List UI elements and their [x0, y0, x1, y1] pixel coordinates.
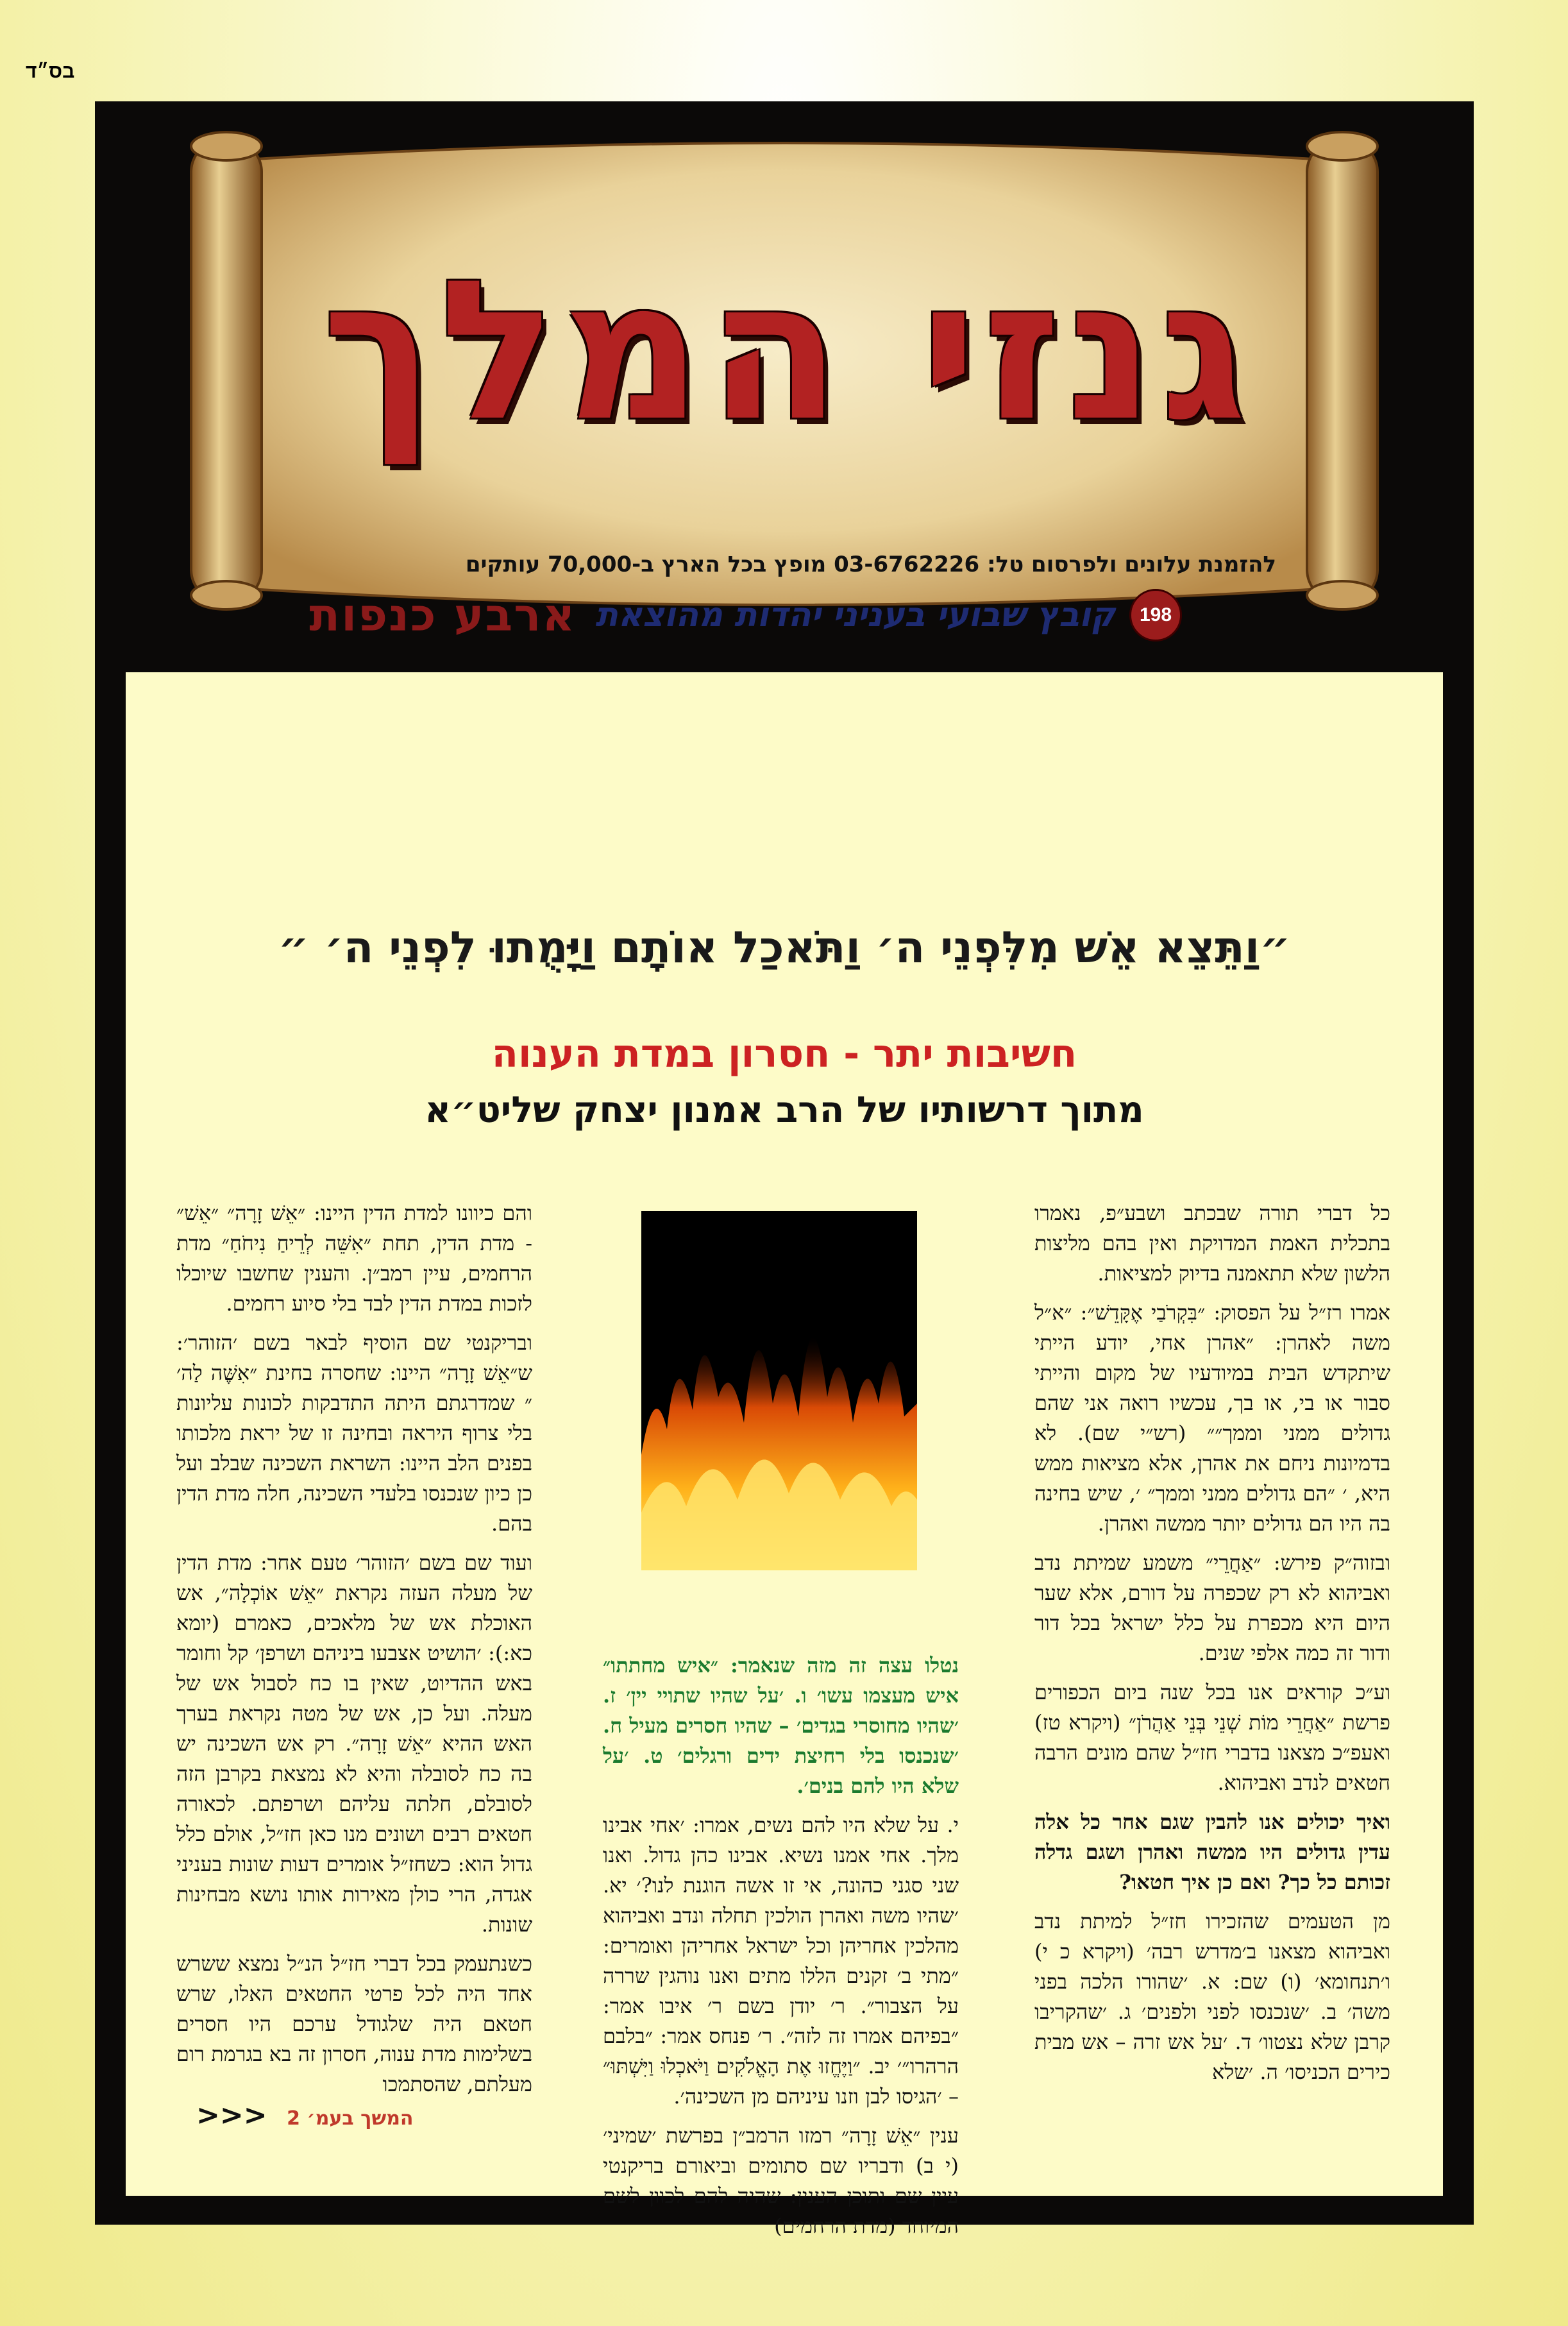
continuation-text: המשך בעמ׳ 2 — [287, 2107, 414, 2130]
article-column-middle — [603, 1651, 959, 2250]
continuation-arrows: <<< — [196, 2099, 267, 2132]
publisher-logo: ארבע כנפות — [309, 589, 577, 641]
article-verse: ״וַתֵּצֵא אֵשׁ מִלִּפְנֵי ה׳ וַתֹּאכַל אוֹתָם וַיָּמֻתוּ לִפְנֵי ה׳ ״ — [278, 922, 1291, 973]
masthead-subtitle-row — [309, 589, 1182, 641]
paragraph: וע״כ קוראים אנו בכל שנה ביום הכפורים פרשת ״אַחֲרֵי מוֹת שְׁנֵי בְּנֵי אַהֲרֹן״ (ויקרא טז) ואעפ״כ מצאנו בדברי חז״ל שהם מונים הרבה חטאים לנדב ואביהוא. — [1034, 1680, 1390, 1795]
paragraph: ובריקנטי שם הוסיף לבאר בשם ׳הזוהר׳: ש״אֵשׁ זָרָה״ היינו: שחסרה בחינת ״אִשֶּׁה לַה׳ ״ שמדרגתם היתה התדבקות לכונות עליונות בלי צרוף היראה ובחינה זו של יראת מלכותו בפנים הלב היינו: השראת השכינה שבלב ועל כן כיון שנכנסו בלעדי השכינה, חלה מדת הדין בהם. — [176, 1330, 532, 1536]
continuation-note — [196, 2099, 414, 2132]
paragraph: והם כיוונו למדת הדין היינו: ״אֵשׁ זָרָה״ ״אֵשׁ״ - מדת הדין, תחת ״אִשֵּׁה לְרֵיחַ נִיחֹחַ״ מדת הרחמים, עיין רמב״ן. והענין שחשבו שיוכלו לזכות במדת הדין לבד בלי סיוע רחמים. — [176, 1201, 532, 1316]
article-column-right — [1034, 1198, 1390, 2096]
paragraph: כשנתעמק בכל דברי חז״ל הנ״ל נמצא ששרש אחד היה לכל פרטי החטאים האלו, שרש חטאם היה שלגודל ערכם היו חסרים בשלימות מדת ענוה, חסרון זה בא בגרמת רום מעלתם, שהסתמכו — [176, 1951, 532, 2096]
paragraph: מן הטעמים שהזכירו חז״ל למיתת נדב ואביהוא מצאנו ב׳מדרש רבה׳ (ויקרא כ י) ו׳תנחומא׳ (ו) שם: א. ׳שהורו הלכה בפני משה׳ ב. ׳שנכנסו לפני ולפנים׳ ג. ׳שהקריבו קרבן שלא נצטוו׳ ד. ׳על אש זרה – אש מבית כירים הכניסו׳ ה. ׳שלא — [1034, 1909, 1390, 2084]
article-panel — [126, 672, 1443, 2238]
paragraph: אמרו רז״ל על הפסוק: ״בִּקְרֹבַי אֶקָּדֵשׁ״: ״א״ל משה לאהרן: ״אהרן אחי, יודע הייתי שיתקדש הבית במיודעיו של מקום והייתי סבור או בי, או בך, עכשיו רואה אני שהם גדולים ממני וממך״״ (רש״י שם). לא בדמיונות ניחם את אהרן, אלא מציאות ממש היא, ׳ ״הם גדולים ממני וממך״ ׳, שיש בחינה בה היו הם גדולים יותר ממשה ואהרן. — [1034, 1300, 1390, 1536]
article-byline: מתוך דרשותיו של הרב אמנון יצחק שליט״א — [425, 1089, 1144, 1131]
paragraph: ובזוה״ק פירש: ״אַחֲרֵי״ משמע שמיתת נדב ואביהוא לא רק שכפרה על דורם, אלא שער היום היא מכפרת על כלל ישראל בכל דור ודור זה כמה אלפי שנים. — [1034, 1550, 1390, 1665]
article-column-left — [176, 1198, 532, 2109]
paragraph: ועוד שם בשם ׳הזוהר׳ טעם אחר: מדת הדין של מעלה העזה נקראת ״אֵשׁ אוֹכְלָה״, אש האוכלת אש של מלאכים, כאמרם (יומא כא:): ׳הושיט אצבעו ביניהם ושרפן׳ קל וחומר באש ההדיוט, שאין בו כח לסבול אש של מעלה. ועל כן, אש של מטה נקראת בערך האש ההיא ״אֵשׁ זָרָה״. רק אש השכינה יש בה כח לסובלה והיא לא נמצאת בקרבן הזה לסובלם, חלתה עליהם ושרפתם. לכאורה חטאים רבים ושונים מנו כאן חז״ל, אולם כלל גדול הוא: כשחז״ל אומרים דעות שונות בעניני אגדה, הרי כולן מאירות אותו נושא מבחינות שונות. — [176, 1550, 532, 1937]
article-headline: חשיבות יתר - חסרון במדת הענוה — [491, 1031, 1077, 1076]
paragraph: ענין ״אֵשׁ זָרָה״ רמזו הרמב״ן בפרשת ׳שמיני׳ (י ב) ודבריו שם סתומים וביאורם בריקנטי עיין שם ותוכן הענין: שהיה להם לכוון לשם המיוחד (מדת הרחמים) — [603, 2123, 959, 2238]
fire-image — [641, 1211, 917, 1570]
masthead-title: גנזי המלך — [322, 239, 1253, 463]
masthead-subtitle: קובץ שבועי בעניני יהדות מהוצאת — [595, 596, 1115, 634]
issue-number-badge: 198 — [1129, 589, 1182, 641]
paragraph: ואיך יכולים אנו להבין שגם אחר כל אלה עדין גדולים היו ממשה ואהרן ושגם גדלה זכותם כל כך? ואם כן איך חטאו? — [1034, 1810, 1390, 1894]
paragraph: כל דברי תורה שבכתב ושבע״פ, נאמרו בתכלית האמת המדויקת ואין בהם מליצות הלשון שלא תתאמנה בדיוק למציאות. — [1034, 1201, 1390, 1286]
paragraph: י. על שלא היו להם נשים, אמרו: ׳אחי אבינו מלך. אחי אמנו נשיא. אבינו כהן גדול. ואנו שני סגני כהונה, אי זו אשה הוגנת לנו?׳ יא. ׳שהיו משה ואהרן הולכין תחלה ונדב ואביהוא מהלכין אחריהן וכל ישראל אחריהן ואומרים: ״מתי ב׳ זקנים הללו מתים ואנו נוהגין שררה על הצבור״. ר׳ יודן בשם ר׳ איבו אמר: ״בפיהם אמרו זה לזה״. ר׳ פנחס אמר: ״בלבם הרהרו״׳ יב. ״וַיֶּחֱזוּ אֶת הָאֱלֹקִים וַיֹּאכְלוּ וַיִּשְׁתּוּ״ – ׳הגיסו לבן וזנו עיניהם מן השכינה׳. — [603, 1813, 959, 2109]
paragraph: נטלו עצה זה מזה שנאמר: ״איש מחתתו״ איש מעצמו עשו׳ ו. ׳על שהיו שתויי יין׳ ז. ׳שהיו מחוסרי בגדים׳ – שהיו חסרים מעיל ח. ׳שנכנסו בלי רחיצת ידים ורגלים׳ ט. ׳על שלא היו להם בנים׳. — [603, 1653, 959, 1798]
contact-line: להזמנת עלונים ולפרסום טל: 03-6762226 מופץ בכל הארץ ב-70,000 עותקים — [465, 552, 1276, 577]
corner-label: בס״ד — [26, 61, 75, 82]
